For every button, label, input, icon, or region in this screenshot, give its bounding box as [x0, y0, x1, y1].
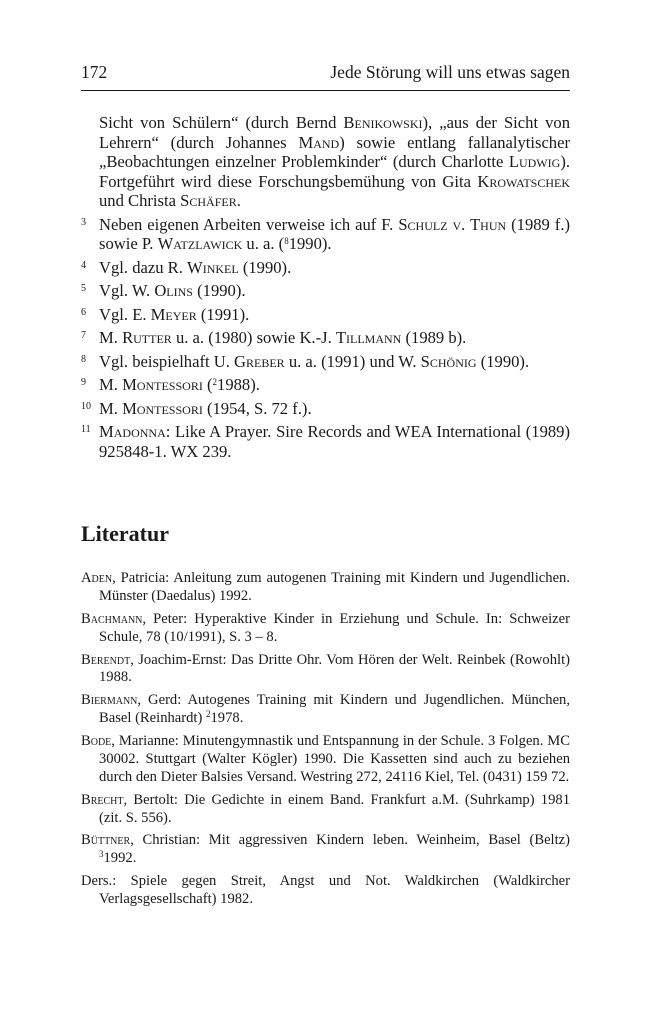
text-run: ), „aus der Sicht von Lehrern“ (durch Johannes [99, 113, 570, 152]
author-name: Thun [470, 214, 507, 234]
footnote-list [81, 215, 570, 462]
footnote-text [99, 328, 570, 348]
text-run: Vgl. W. [99, 281, 155, 300]
text-run: , Patricia: Anleitung zum autogenen Training mit Kindern und Jugendlichen. Münster (Daedalus) 1992. [99, 570, 570, 604]
text-run: u. a. ( [242, 234, 285, 253]
footnote-number: 8 [81, 353, 86, 365]
footnote-number: 5 [81, 283, 86, 294]
bibliography-entry [81, 832, 570, 868]
text-run: , Peter: Hyperaktive Kinder in Erziehung und Schule. In: Schweizer Schule, 78 (10/1991), S. 3 – 8. [99, 610, 570, 645]
text-run: , Marianne: Minutengymnastik und Entspannung in der Schule. 3 Folgen. MC 30002. Stuttgart (Walter Kögler) 1990. Die Kassetten sind auch zu beziehen durch den Dieter Balsies Versand. Westring 272, 24116 Kiel, Tel. (0431) 159 72. [99, 733, 570, 785]
author-name: Tillmann [335, 328, 402, 347]
footnote-continuation [81, 113, 570, 211]
edition-superscript: 8 [284, 236, 289, 246]
bibliography-entry [81, 611, 570, 647]
text-run: 1988). [217, 375, 260, 394]
footnote [81, 399, 570, 419]
text-run: ( [202, 375, 213, 394]
bibliography-entry [81, 792, 570, 828]
footnote [81, 328, 570, 348]
bibliography-list [81, 570, 570, 914]
edition-superscript: 3 [99, 849, 104, 860]
author-name: Schulz [398, 214, 448, 234]
author-name: v. [447, 214, 471, 234]
text-run: Neben eigenen Arbeiten verweise ich auf F. [99, 214, 399, 234]
footnote-text [99, 399, 570, 419]
footnote-number: 10 [81, 400, 91, 412]
text-run: 1992. [103, 850, 137, 867]
bibliography-entry [81, 692, 570, 728]
text-run: , Gerd: Autogenes Training mit Kindern und Jugendlichen. München, Basel (Reinhardt) [99, 692, 570, 727]
text-run: (1954, S. 72 f.). [202, 398, 312, 418]
running-title: Jede Störung will uns etwas sagen [330, 62, 570, 82]
footnote-number: 9 [81, 377, 86, 388]
text-run: M. [99, 375, 123, 394]
author-name: Watzlawick [157, 234, 243, 253]
footnote [81, 281, 570, 301]
author-name: Krowatschek [477, 171, 570, 191]
footnote-text [99, 281, 570, 301]
page-header [81, 62, 570, 86]
footnote-text [99, 422, 570, 461]
text-run: M. [99, 398, 123, 418]
text-run: Ders.: Spiele gegen Streit, Angst und Not. Waldkirchen (Waldkircher Verlagsgesellschaft) 1982. [81, 873, 570, 908]
footnote [81, 375, 570, 395]
footnote-number: 3 [81, 216, 86, 228]
literature-heading: Literatur [81, 521, 169, 546]
footnote [81, 258, 570, 278]
footnote [81, 422, 570, 461]
text-run: (1990). [238, 257, 292, 277]
text-run: u. a. (1980) sowie K.-J. [171, 328, 336, 347]
text-run: (1991). [196, 304, 250, 324]
author-name: Schönig [420, 351, 477, 371]
text-run: , Bertolt: Die Gedichte in einem Band. Frankfurt a.M. (Suhrkamp) 1981 (zit. S. 556). [99, 791, 570, 826]
footnote-number: 6 [81, 306, 86, 318]
author-name: Montessori [122, 375, 203, 394]
edition-superscript: 2 [212, 377, 218, 387]
author-name: Berendt [81, 651, 131, 668]
text-run: u. a. (1991) und W. [284, 351, 421, 371]
text-run: (1989 f.) sowie P. [99, 214, 571, 253]
text-run: , Joachim-Ernst: Das Dritte Ohr. Vom Hören der Welt. Reinbek (Rowohlt) 1988. [99, 651, 570, 686]
text-run: ). Fortgeführt wird diese Forschungsbemühung von Gita [99, 152, 570, 191]
text-run: Vgl. dazu R. [99, 257, 188, 277]
text-run: (1990). [476, 351, 530, 371]
author-name: Aden [81, 570, 113, 586]
footnote-text [99, 305, 570, 325]
bibliography-entry [81, 652, 570, 688]
author-name: Madonna [99, 422, 166, 441]
author-name: Bode [81, 733, 112, 750]
text-run: Vgl. E. [99, 304, 151, 324]
footnote-text [99, 258, 570, 278]
footnote-number: 4 [81, 259, 86, 271]
bibliography-entry [81, 570, 570, 606]
author-name: Montessori [122, 398, 203, 418]
author-name: Meyer [150, 304, 197, 324]
text-run: M. [99, 328, 123, 347]
text-run: : Like A Prayer. Sire Records and WEA International (1989) 925848-1. WX 239. [99, 422, 570, 461]
page-number: 172 [81, 62, 108, 82]
footnote-number: 11 [81, 424, 91, 435]
text-run: und Christa [99, 191, 181, 210]
edition-superscript: 2 [206, 709, 211, 720]
footnote-text [99, 375, 570, 395]
text-run: (1989 b). [401, 328, 467, 347]
author-name: Bachmann [81, 610, 143, 627]
author-name: Olins [154, 281, 193, 300]
footnote [81, 352, 570, 372]
text-run: , Christian: Mit aggressiven Kindern leben. Weinheim, Basel (Beltz) [130, 832, 570, 849]
author-name: Mand [298, 132, 340, 152]
author-name: Benikowski [343, 113, 423, 132]
text-run: . [236, 191, 241, 210]
footnote-number: 7 [81, 330, 86, 341]
text-run: 1978. [210, 710, 244, 727]
footnote [81, 305, 570, 325]
author-name: Rutter [122, 328, 172, 347]
author-name: Greber [234, 351, 285, 371]
footnote-text [99, 215, 570, 254]
footnote-text [99, 352, 570, 372]
text-run: Vgl. beispielhaft U. [99, 351, 235, 371]
text-run: 1990). [288, 234, 332, 253]
footnote [81, 215, 570, 254]
author-name: Ludwig [508, 152, 561, 171]
bibliography-entry [81, 733, 570, 786]
text-run: Sicht von Schülern“ (durch Bernd [99, 113, 344, 132]
author-name: Schäfer [180, 191, 237, 210]
author-name: Brecht [81, 791, 124, 808]
footnotes [81, 113, 570, 461]
author-name: Biermann [81, 692, 138, 709]
text-run: ) sowie entlang fallanalytischer „Beobachtungen einzelner Problemkinder“ (durch Charlotte [99, 132, 570, 171]
author-name: Büttner [81, 832, 131, 849]
author-name: Winkel [187, 257, 239, 277]
bibliography-entry [81, 873, 570, 909]
header-rule [81, 90, 570, 91]
text-run: (1990). [192, 281, 246, 300]
